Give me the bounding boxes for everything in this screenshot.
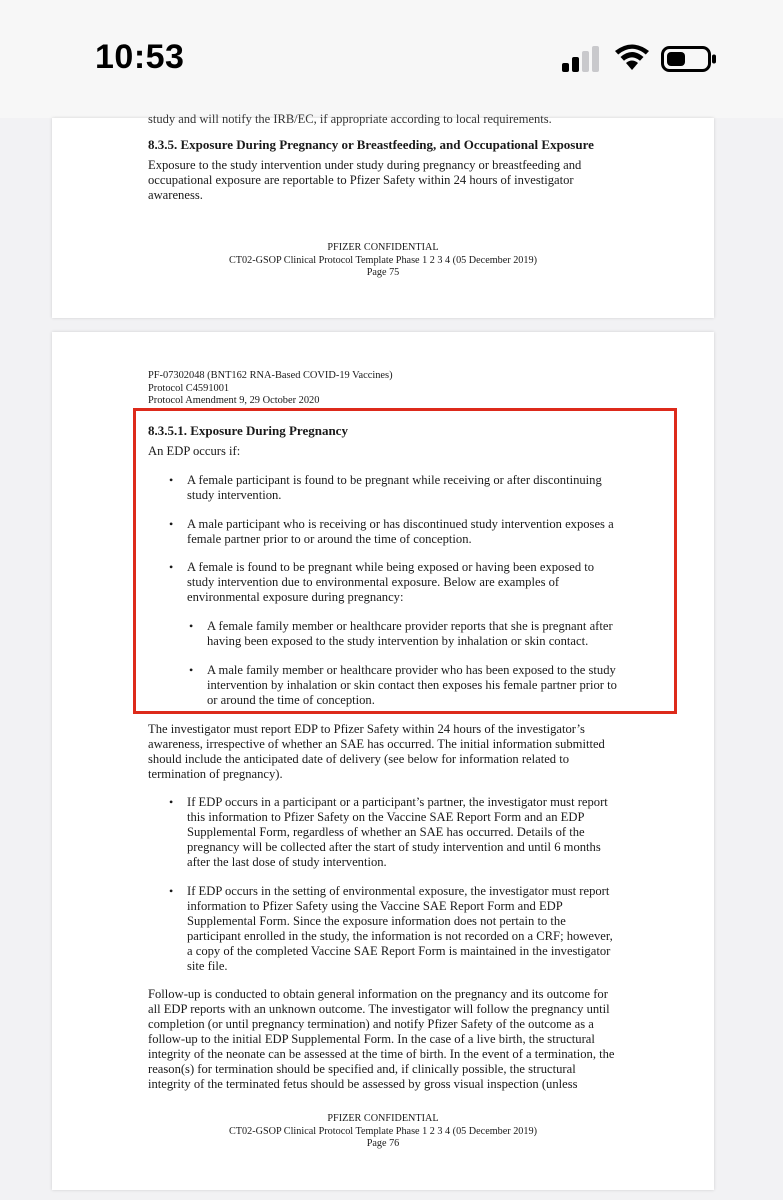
header-amendment: Protocol Amendment 9, 29 October 2020 — [148, 395, 320, 406]
wifi-icon — [615, 44, 649, 72]
cellular-signal-icon — [562, 46, 602, 72]
intro-text: An EDP occurs if: — [148, 444, 241, 458]
footer-page-number: Page 75 — [366, 267, 400, 278]
section-heading-8-3-5: 8.3.5. Exposure During Pregnancy or Breastfeeding, and Occupational Exposure — [148, 137, 594, 152]
footer-confidential: PFIZER CONFIDENTIAL — [327, 242, 439, 253]
bullet-icon: • — [169, 884, 174, 898]
footer-template: CT02-GSOP Clinical Protocol Template Phase 1 2 3 4 (05 December 2019) — [229, 254, 537, 266]
page-footer — [52, 242, 714, 280]
page-header — [148, 370, 393, 408]
battery-icon — [661, 46, 717, 72]
section-heading-8-3-5-1: 8.3.5.1. Exposure During Pregnancy — [148, 423, 348, 438]
reporting-paragraph: The investigator must report EDP to Pfizer Safety within 24 hours of the investigator’s awareness, irrespective of whether an SAE has occurred. The initial information submitted should include the anticipated date of delivery (see below for information related to termination of pregnancy). — [148, 722, 605, 781]
bullet-icon: • — [169, 517, 174, 531]
bullet-icon: • — [169, 795, 174, 809]
header-product: PF-07302048 (BNT162 RNA-Based COVID-19 Vaccines) — [148, 370, 393, 381]
status-bar — [0, 0, 783, 118]
status-time: 10:53 — [95, 38, 185, 76]
document-page-76: PF-07302048 (BNT162 RNA-Based COVID-19 Vaccines) Protocol C4591001 Protocol Amendment 9, 29 October 2020 8.3.5.1. Exposure During Pregnancy An EDP occurs if: • A female participant is found to be pregnant while receiving or after discontinuing study intervention. • A male participant who is receiving or has discontinued study intervention exposes a female partner prior to or around the time of conception. • A female is found to be pregnant while being exposed or having been exposed to study intervention due to environmental exposure. Below are examples of environmental exposure during pregnancy: • A female family member or healthcare provider reports that she is pregnant after having been exposed to the study intervention by inhalation or skin contact. • A male family member or healthcare provider who has been exposed to the study intervention by inhalation or skin contact then exposes his female partner prior to or around the time of conception. The investigator must report EDP to Pfizer Safety within 24 hours of the investigator’s awareness, irrespective of whether an SAE has occurred. The initial information submitted should include the anticipated date of delivery (see below for information related to termination of pregnancy). • If EDP occurs in a participant or a participant’s partner, the investigator must report this information to Pfizer Safety on the Vaccine SAE Report Form and an EDP Supplemental Form, regardless of whether an SAE has occurred. Details of the pregnancy will be collected after the start of study intervention and until 6 months after the last dose of study intervention. • If EDP occurs in the setting of environmental exposure, the investigator must report information to Pfizer Safety using the Vaccine SAE Report Form and EDP Supplemental Form. Since the exposure information does not pertain to the participant enrolled in the study, the information is not recorded on a CRF; however, a copy of the completed Vaccine SAE Report Form is maintained in the investigator site file. Follow-up is conducted to obtain general information on the pregnancy and its outcome for all EDP reports with an unknown outcome. The investigator will follow the pregnancy until completion (or until pregnancy termination) and notify Pfizer Safety of the outcome as a follow-up to the initial EDP Supplemental Form. In the case of a live birth, the structural integrity of the neonate can be assessed at the time of birth. In the event of a termination, the reason(s) for termination should be specified and, if clinically possible, the structural integrity of the terminated fetus should be assessed by gross visual inspection (unless PFIZER CONFIDENTIAL CT02-GSOP Clinical Protocol Template Phase 1 2 3 4 (05 December 2019) Page 76 — [52, 332, 714, 1190]
footer-confidential: PFIZER CONFIDENTIAL — [327, 1113, 439, 1124]
highlight-box — [133, 408, 677, 714]
follow-up-paragraph: Follow-up is conducted to obtain general information on the pregnancy and its outcome for all EDP reports with an unknown outcome. The investigator will follow the pregnancy until completion (or until pregnancy termination) and notify Pfizer Safety of the outcome as a follow-up to the initial EDP Supplemental Form. In the case of a live birth, the structural integrity of the neonate can be assessed at the time of birth. In the event of a termination, the reason(s) for termination should be specified and, if clinically possible, the structural integrity of the terminated fetus should be assessed by gross visual inspection (unless — [148, 987, 615, 1091]
bullet-icon: • — [189, 619, 194, 633]
bullet-icon: • — [169, 560, 174, 574]
bullet-icon: • — [169, 473, 174, 487]
cut-off-line: study and will notify the IRB/EC, if appropriate according to local requirements. — [148, 112, 552, 126]
footer-template: CT02-GSOP Clinical Protocol Template Phase 1 2 3 4 (05 December 2019) — [229, 1125, 537, 1137]
header-protocol: Protocol C4591001 — [148, 382, 230, 394]
page-footer — [52, 1113, 714, 1151]
section-paragraph: Exposure to the study intervention under study during pregnancy or breastfeeding and occupational exposure are reportable to Pfizer Safety within 24 hours of investigator awareness. — [148, 158, 582, 202]
document-page-75 — [52, 112, 714, 318]
bullet-icon: • — [189, 663, 194, 677]
footer-page-number: Page 76 — [366, 1138, 400, 1149]
